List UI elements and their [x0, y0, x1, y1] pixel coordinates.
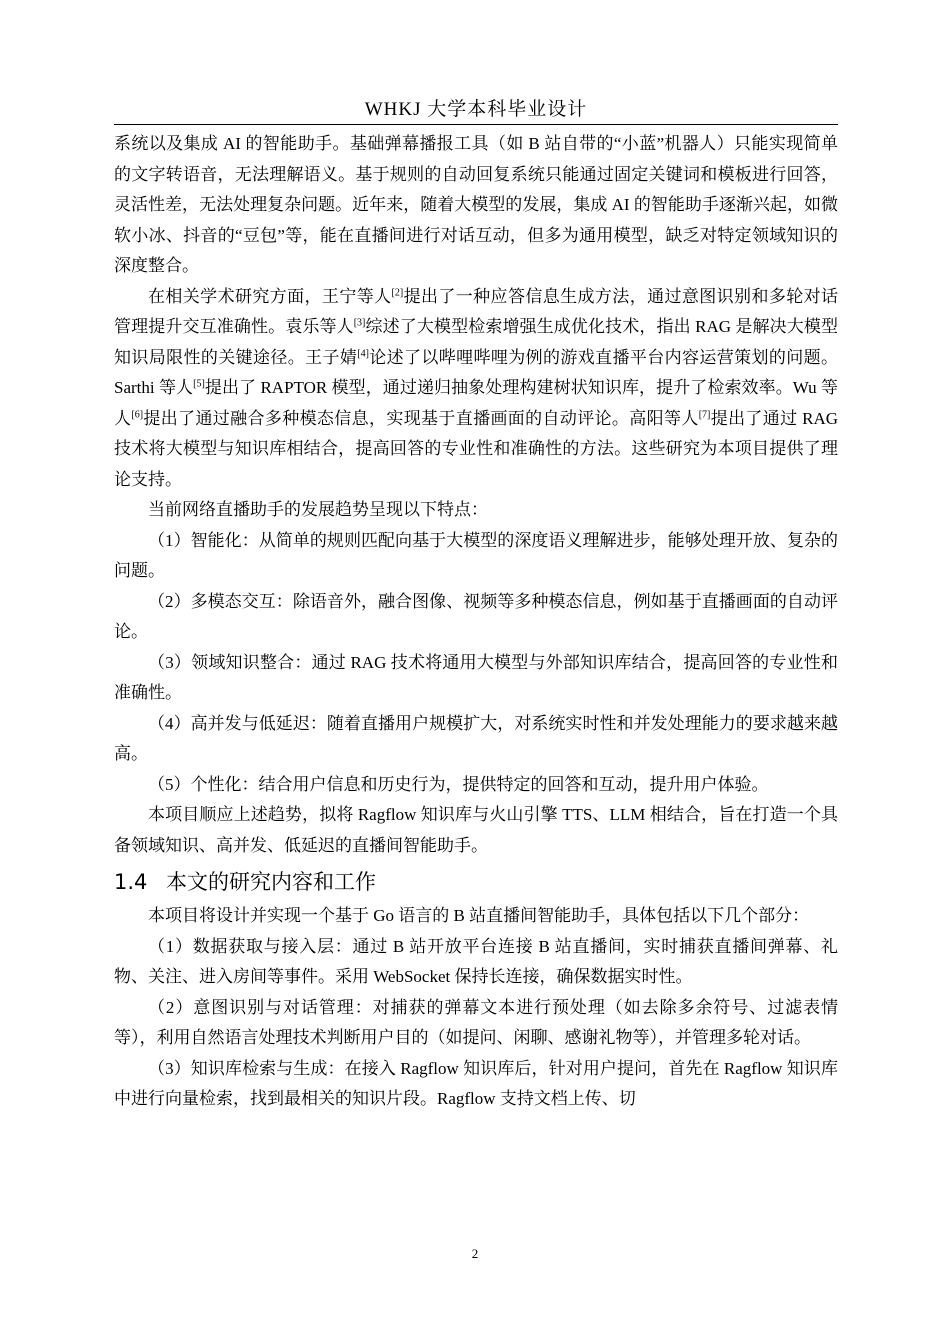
citation-ref: [4] [357, 347, 369, 359]
list-item: （1）智能化：从简单的规则匹配向基于大模型的深度语义理解进步，能够处理开放、复杂的问题。 [114, 530, 838, 580]
section-number: 1.4 [114, 870, 148, 894]
header-rule [114, 124, 838, 125]
section-heading [114, 867, 838, 897]
paragraph: 系统以及集成 AI 的智能助手。基础弹幕播报工具（如 B 站自带的“小蓝”机器人）只能实现简单的文字转语音，无法理解语义。基于规则的自动回复系统只能通过固定关键词和模板进行回答，灵活性差，无法处理复杂问题。近年来，随着大模型的发展，集成 AI 的智能助手逐渐兴起，如微软小冰、抖音的“豆包”等，能在直播间进行对话互动，但多为通用模型，缺乏对特定领域知识的深度整合。 [114, 134, 838, 275]
text-run: 论述了以哔哩哔哩为例的游戏直播平台内容运营策划的问题。Sarthi 等人 [114, 347, 838, 397]
citation-ref: [2] [391, 286, 404, 298]
list-item: （4）高并发与低延迟：随着直播用户规模扩大，对系统实时性和并发处理能力的要求越来越高。 [114, 713, 838, 763]
text-run: 综述了大模型检索增强生成优化技术，指出 RAG 是解决大模型知识局限性的关键途径。王子婧 [114, 317, 838, 367]
text-run: 提出了 RAPTOR 模型，通过递归抽象处理构建树状知识库，提升了检索效率。Wu 等人 [114, 378, 838, 428]
citation-ref: [5] [193, 378, 205, 390]
list-item: （2）多模态交互：除语音外，融合图像、视频等多种模态信息，例如基于直播画面的自动评论。 [114, 591, 838, 641]
text-run: 提出了一种应答信息生成方法，通过意图识别和多轮对话管理提升交互准确性。袁乐等人 [114, 286, 839, 336]
page-number: 2 [471, 1246, 479, 1261]
paragraph: 本项目顺应上述趋势，拟将 Ragflow 知识库与火山引擎 TTS、LLM 相结合，旨在打造一个具备领域知识、高并发、低延迟的直播间智能助手。 [114, 805, 838, 855]
citation-ref: [7] [698, 408, 711, 420]
text-run: 提出了通过 RAG 技术将大模型与知识库相结合，提高回答的专业性和准确性的方法。这些研究为本项目提供了理论支持。 [114, 408, 838, 489]
paragraph: 本项目将设计并实现一个基于 Go 语言的 B 站直播间智能助手，具体包括以下几个部分： [148, 906, 810, 925]
list-item: （5）个性化：结合用户信息和历史行为，提供特定的回答和互动，提升用户体验。 [148, 774, 769, 794]
text-run: 提出了通过融合多种模态信息，实现基于直播画面的自动评论。高阳等人 [143, 408, 699, 428]
paragraph-related-work [114, 282, 838, 496]
list-item: （3）领域知识整合：通过 RAG 技术将通用大模型与外部知识库结合，提高回答的专业性和准确性。 [114, 652, 838, 702]
list-item: （1）数据获取与接入层：通过 B 站开放平台连接 B 站直播间，实时捕获直播间弹幕、礼物、关注、进入房间等事件。采用 WebSocket 保持长连接，确保数据实时性。 [114, 936, 838, 986]
list-item: （3）知识库检索与生成：在接入 Ragflow 知识库后，针对用户提问，首先在 Ragflow 知识库中进行向量检索，找到最相关的知识片段。Ragflow 支持文档上传、切 [114, 1058, 838, 1108]
citation-ref: [3] [353, 317, 366, 329]
citation-ref: [6] [131, 408, 144, 420]
section-title: 本文的研究内容和工作 [166, 870, 376, 894]
document-body [114, 129, 838, 1115]
list-item: （2）意图识别与对话管理：对捕获的弹幕文本进行预处理（如去除多余符号、过滤表情等），利用自然语言处理技术判断用户目的（如提问、闲聊、感谢礼物等），并管理多轮对话。 [114, 997, 838, 1047]
paragraph: 当前网络直播助手的发展趋势呈现以下特点： [148, 500, 488, 519]
text-run: 在相关学术研究方面，王宁等人 [148, 286, 392, 306]
page-header: WHKJ 大学本科毕业设计 [364, 99, 588, 120]
